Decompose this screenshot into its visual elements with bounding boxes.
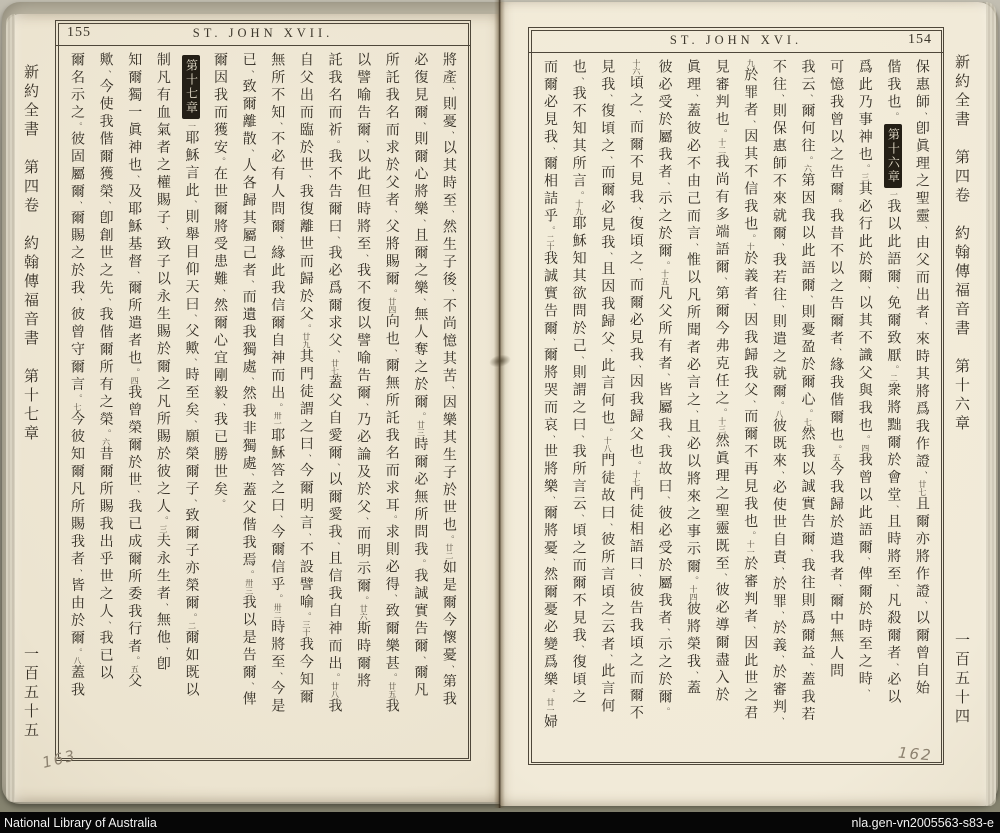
punctuation-mark: 、 bbox=[859, 688, 870, 698]
verse-number: 一 bbox=[889, 190, 899, 199]
punctuation-mark: 。 bbox=[859, 164, 870, 173]
text-column: 見審判也。十二我尚有多端語爾、第爾今弗克任之。十三然眞理之聖靈既至、彼必導爾盡入於 bbox=[713, 59, 730, 705]
page-154 bbox=[500, 2, 996, 806]
verse-number: 四 bbox=[860, 444, 870, 452]
punctuation-mark: 。 bbox=[358, 595, 369, 605]
punctuation-mark: 。 bbox=[831, 199, 842, 208]
chapter-heading-box: 第十六章 bbox=[884, 124, 902, 188]
punctuation-mark: 。 bbox=[215, 157, 226, 166]
punctuation-mark: 。 bbox=[688, 576, 699, 585]
text-column: 可憶我曾以之告爾。我昔不以之告爾者、緣我偕爾也。五今我歸於遣我者、爾中無人問 bbox=[828, 59, 845, 681]
verse-number: 卅一 bbox=[273, 411, 283, 428]
punctuation-mark: 、 bbox=[329, 462, 340, 472]
pencil-annotation-right: 162 bbox=[897, 743, 934, 765]
punctuation-mark: 、 bbox=[358, 253, 369, 263]
punctuation-mark: 。 bbox=[859, 435, 870, 444]
verse-number: 三 bbox=[860, 173, 870, 181]
punctuation-mark: 、 bbox=[630, 573, 641, 583]
punctuation-mark: 、 bbox=[157, 603, 168, 612]
punctuation-mark: 。 bbox=[888, 365, 899, 374]
punctuation-mark: 、 bbox=[773, 304, 784, 314]
punctuation-mark: 、 bbox=[243, 280, 254, 289]
punctuation-mark: 、 bbox=[100, 621, 111, 630]
punctuation-mark: 、 bbox=[773, 243, 784, 252]
text-column: 第十七章一耶穌言此、則舉目仰天曰、父歟、時至矣、願榮爾子、致爾子亦榮爾。二爾如既以 bbox=[177, 52, 205, 753]
punctuation-mark: 。 bbox=[716, 129, 727, 138]
punctuation-mark: 、 bbox=[573, 355, 584, 365]
text-column: 也、我不知其所言。十九耶穌知其欲問於己、則謂之曰、我所言云、頃之而爾不見我、復頃之 bbox=[570, 59, 587, 707]
punctuation-mark: 。 bbox=[745, 531, 756, 540]
punctuation-mark: 。 bbox=[659, 706, 670, 716]
text-column: 爲此乃事神也。三其必行此於爾、以其不識父與我也。四我曾以此語爾、俾爾於時至之時、 bbox=[856, 59, 873, 698]
punctuation-mark: 、 bbox=[443, 131, 454, 140]
punctuation-mark: 、 bbox=[100, 201, 111, 210]
text-column: 十六頃之、而爾不見我、復頃之、而爾必見我、因我歸父也。十七門徒相語曰、彼告我頃之而爾不 bbox=[627, 59, 644, 723]
text-column: 必復見爾、則爾心將樂、且爾之樂、無人奪之於爾。廿三時爾必無所問我。我誠實告爾、爾凡 bbox=[412, 52, 429, 700]
punctuation-mark: 。 bbox=[72, 394, 82, 403]
page-header-left bbox=[56, 21, 470, 46]
punctuation-mark: 、 bbox=[602, 654, 613, 663]
punctuation-mark: 、 bbox=[186, 314, 197, 323]
verse-number: 六 bbox=[803, 164, 813, 173]
punctuation-mark: 。 bbox=[443, 534, 454, 544]
punctuation-mark: 、 bbox=[300, 453, 311, 463]
printed-frame-left bbox=[55, 20, 471, 761]
punctuation-mark: 、 bbox=[573, 434, 584, 444]
verse-number: 十 bbox=[746, 242, 756, 251]
verse-number: 七 bbox=[803, 418, 813, 426]
text-column: 保惠師、卽眞理之聖靈、由父而出者、來時其將爲我作證、廿七且爾亦將作證、以爾曾自始 bbox=[913, 59, 930, 698]
page-number: 154 bbox=[908, 32, 932, 47]
punctuation-mark: 、 bbox=[272, 671, 283, 681]
verse-number: 廿一 bbox=[546, 698, 555, 714]
text-column: 見我、復頃之、而爾必見我、且因我歸父、此言何也。十八門徒故曰、彼所言頃之云者、此言何 bbox=[599, 59, 616, 716]
verse-number: 一 bbox=[187, 122, 197, 130]
punctuation-mark: 。 bbox=[802, 409, 813, 418]
punctuation-mark: 。 bbox=[272, 402, 283, 412]
punctuation-mark: 、 bbox=[745, 626, 756, 635]
verse-number: 廿七 bbox=[917, 480, 927, 496]
punctuation-mark: 、 bbox=[300, 174, 311, 184]
punctuation-mark: 、 bbox=[72, 568, 82, 578]
verse-number: 卅三 bbox=[244, 578, 254, 595]
verse-number: 十八 bbox=[603, 436, 613, 453]
punctuation-mark: 。 bbox=[157, 516, 168, 525]
verse-number: 十三 bbox=[717, 417, 727, 433]
punctuation-mark: 、 bbox=[716, 276, 727, 286]
punctuation-mark: 、 bbox=[859, 557, 870, 566]
text-column: 不往、則保惠師不來就爾、我若往、則遣之就爾。八彼既來、必使世自責、於罪、於義、於審判、 bbox=[770, 59, 787, 726]
running-title: ST. JOHN XVII. bbox=[192, 26, 334, 40]
punctuation-mark: 、 bbox=[688, 243, 699, 252]
verse-number: 四 bbox=[130, 376, 140, 385]
text-column: 將產、則憂、以其時至、然生子後、不尚憶其苦、因樂其生子於世也。廿二如是爾今懷憂、第我 bbox=[440, 52, 457, 709]
punctuation-mark: 、 bbox=[358, 402, 369, 412]
punctuation-mark: 、 bbox=[272, 122, 283, 131]
punctuation-mark: 、 bbox=[573, 513, 584, 523]
punctuation-mark: 。 bbox=[831, 444, 842, 454]
text-column: 所託我名而求於父者、父將賜爾。廿四向也、爾無所託我名而求耳。求則必得、致爾樂甚。廿五我 bbox=[383, 52, 400, 716]
punctuation-mark: 、 bbox=[72, 297, 82, 307]
punctuation-mark: 。 bbox=[545, 225, 555, 235]
margin-title-left: 新約全書 第四卷 約翰傳福音書 第十七章 bbox=[22, 64, 40, 444]
verse-number: 三十 bbox=[301, 620, 311, 637]
verse-number: 卅二 bbox=[273, 603, 283, 619]
verse-number: 十二 bbox=[717, 138, 727, 154]
verse-number: 十一 bbox=[746, 540, 756, 556]
text-column: 託我名而祈。我不告爾曰、我必爲爾求父、廿七蓋父自愛爾、以爾愛我、且信我自神而出。廿八我 bbox=[326, 52, 343, 716]
punctuation-mark: 、 bbox=[443, 87, 454, 96]
punctuation-mark: 、 bbox=[329, 236, 340, 245]
punctuation-mark: 。 bbox=[243, 569, 254, 579]
punctuation-mark: 。 bbox=[716, 408, 727, 417]
punctuation-mark: 、 bbox=[916, 111, 927, 121]
margin-page-number-right: 一百五十四 bbox=[953, 632, 971, 727]
punctuation-mark: 。 bbox=[72, 122, 82, 131]
text-column: 歟、今使我偕爾獲榮、卽創世之先、我偕爾所有之榮。六昔爾所賜我出乎世之人、我已以 bbox=[97, 52, 114, 683]
margin-title-right: 新約全書 第四卷 約翰傳福音書 第十六章 bbox=[953, 54, 971, 434]
punctuation-mark: 。 bbox=[802, 155, 813, 165]
punctuation-mark: 、 bbox=[386, 348, 397, 358]
punctuation-mark: 、 bbox=[773, 716, 784, 726]
running-title: ST. JOHN XVI. bbox=[669, 33, 803, 47]
punctuation-mark: 、 bbox=[443, 385, 454, 395]
verse-number: 八 bbox=[774, 410, 784, 418]
verse-number: 十四 bbox=[689, 585, 699, 601]
punctuation-mark: 、 bbox=[888, 583, 899, 593]
punctuation-mark: 、 bbox=[831, 584, 842, 593]
punctuation-mark: 、 bbox=[300, 532, 311, 542]
punctuation-mark: 。 bbox=[386, 515, 397, 524]
verse-number: 廿六 bbox=[359, 604, 369, 621]
punctuation-mark: 、 bbox=[358, 139, 369, 149]
punctuation-mark: 。 bbox=[329, 139, 340, 149]
punctuation-mark: 、 bbox=[888, 504, 899, 514]
punctuation-mark: 、 bbox=[243, 473, 254, 482]
punctuation-mark: 、 bbox=[545, 146, 555, 156]
printed-frame-right bbox=[528, 27, 944, 765]
punctuation-mark: 。 bbox=[773, 401, 784, 410]
punctuation-mark: 。 bbox=[415, 559, 426, 568]
punctuation-mark: 、 bbox=[831, 348, 842, 357]
page-number: 155 bbox=[67, 25, 91, 40]
verse-number: 十五 bbox=[660, 269, 670, 286]
punctuation-mark: 、 bbox=[659, 181, 670, 191]
punctuation-mark: 、 bbox=[802, 548, 813, 558]
text-column: 制凡有血氣者之權賜子、致子以永生賜於爾之凡所賜於彼之人。三夫永生者、無他、卽 bbox=[154, 52, 171, 674]
verse-number: 十六 bbox=[631, 59, 641, 75]
verse-number: 廿七 bbox=[330, 359, 340, 375]
punctuation-mark: 、 bbox=[272, 236, 283, 245]
punctuation-mark: 、 bbox=[859, 286, 870, 295]
punctuation-mark: 、 bbox=[157, 227, 168, 236]
punctuation-mark: 、 bbox=[916, 225, 927, 235]
page-155 bbox=[6, 14, 500, 802]
verse-number: 二 bbox=[889, 374, 899, 382]
margin-page-number-left: 一百五十五 bbox=[22, 646, 40, 741]
punctuation-mark: 、 bbox=[545, 338, 555, 347]
verse-number: 廿三 bbox=[416, 420, 426, 437]
library-footer-bar bbox=[0, 812, 1000, 833]
punctuation-mark: 。 bbox=[745, 233, 756, 243]
punctuation-mark: 、 bbox=[243, 682, 254, 691]
verse-number: 廿五 bbox=[387, 682, 397, 698]
punctuation-mark: 。 bbox=[300, 611, 311, 621]
text-column: 而爾必見我、爾相詰乎。二十我誠實告爾、爾將哭而哀、世將樂、爾將憂、然爾憂必變爲樂。廿一婦 bbox=[542, 59, 558, 732]
punctuation-mark: 。 bbox=[545, 689, 555, 698]
punctuation-mark: 。 bbox=[659, 260, 670, 270]
punctuation-mark: 、 bbox=[773, 655, 784, 664]
punctuation-mark: 、 bbox=[802, 295, 813, 304]
text-column: 以譬喻告爾、以此但時將至、我不復以譬喻告爾、乃必論及於父、而明示爾。廿六斯時爾將 bbox=[355, 52, 372, 691]
punctuation-mark: 、 bbox=[773, 94, 784, 103]
punctuation-mark: 、 bbox=[243, 376, 254, 386]
punctuation-mark: 、 bbox=[573, 645, 584, 654]
text-column: 無所不知、不必有人問爾、緣此我信爾自神而出。卅一耶穌答之曰、今爾信乎。卅二時將至、今是 bbox=[269, 52, 286, 716]
punctuation-mark: 。 bbox=[72, 647, 82, 657]
text-column: 已、致爾離散、人各歸其屬己者、而遺我獨處、然我非獨處、蓋父偕我焉。卅三我以是告爾、俾 bbox=[240, 52, 257, 709]
text-column: 我云、爾何往。六第因我以此語爾、則憂盈於爾心。七然我以誠實告爾、我往則爲爾益、蓋我若 bbox=[799, 59, 816, 724]
text-column: 九於罪者、因其不信我也。十於義者、因我歸我父、而爾不再見我也。十一於審判者、因此世之君 bbox=[742, 59, 759, 723]
punctuation-mark: 、 bbox=[659, 627, 670, 637]
catalogue-identifier: nla.gen-vn2005563-s83-e bbox=[851, 815, 994, 830]
punctuation-mark: 、 bbox=[415, 122, 426, 131]
scripture-text-left bbox=[63, 52, 463, 753]
punctuation-mark: 、 bbox=[157, 647, 168, 656]
punctuation-mark: 、 bbox=[415, 655, 426, 665]
punctuation-mark: 。 bbox=[386, 673, 397, 682]
punctuation-mark: 、 bbox=[916, 601, 927, 610]
verse-number: 五 bbox=[832, 453, 842, 462]
punctuation-mark: 、 bbox=[215, 288, 226, 298]
punctuation-mark: 、 bbox=[186, 498, 197, 508]
book-gutter-crease bbox=[494, 0, 505, 808]
text-column: 爾因我而獲安。在世爾將受患難、然爾心宜剛毅、我已勝世矣。 bbox=[212, 52, 229, 508]
verse-number: 十九 bbox=[574, 199, 584, 216]
punctuation-mark: 、 bbox=[329, 541, 340, 551]
punctuation-mark: 。 bbox=[386, 288, 397, 298]
punctuation-mark: 、 bbox=[186, 200, 197, 209]
punctuation-mark: 、 bbox=[602, 252, 613, 261]
punctuation-mark: 、 bbox=[745, 119, 756, 129]
punctuation-mark: 、 bbox=[545, 557, 555, 567]
text-column: 偕我也。第十六章一我以此語爾、免爾致厭。二衆將黜爾於會堂、且時將至、凡殺爾者、必以 bbox=[885, 59, 902, 707]
punctuation-mark: 、 bbox=[888, 286, 899, 295]
punctuation-mark: 、 bbox=[415, 218, 426, 228]
punctuation-mark: 。 bbox=[100, 429, 111, 438]
punctuation-mark: 。 bbox=[630, 461, 641, 470]
text-column: 自父出而臨於世、我復離世而歸於父。廿九其門徒謂之曰、今爾明言、不設譬喻。三十我今知爾 bbox=[297, 52, 314, 707]
punctuation-mark: 、 bbox=[129, 174, 140, 184]
verse-number: 八 bbox=[73, 656, 82, 665]
punctuation-mark: 、 bbox=[630, 206, 641, 216]
punctuation-mark: 、 bbox=[186, 358, 197, 367]
punctuation-mark: 、 bbox=[545, 434, 555, 444]
text-column: 眞理、蓋彼必不由己而言、惟以凡所聞者必言之、且必以將來之事示爾。十四彼將榮我、蓋 bbox=[685, 59, 702, 698]
punctuation-mark: 、 bbox=[415, 297, 426, 307]
verse-number: 廿二 bbox=[444, 543, 454, 560]
punctuation-mark: 、 bbox=[100, 297, 111, 307]
punctuation-mark: 、 bbox=[630, 364, 641, 374]
punctuation-mark: 、 bbox=[386, 209, 397, 219]
punctuation-mark: 、 bbox=[802, 94, 813, 103]
text-column: 知爾獨一眞神也、及耶穌基督、爾所遣者也。四我曾榮爾於世、我已成爾所委我行者。五父 bbox=[126, 52, 143, 691]
punctuation-mark: 、 bbox=[602, 522, 613, 532]
scripture-text-right bbox=[536, 59, 936, 757]
punctuation-mark: 。 bbox=[186, 612, 197, 622]
punctuation-mark: 、 bbox=[659, 496, 670, 505]
chapter-heading-box: 第十七章 bbox=[182, 55, 200, 119]
page-header-right bbox=[529, 28, 943, 53]
punctuation-mark: 、 bbox=[773, 567, 784, 576]
verse-number: 廿四 bbox=[387, 297, 397, 314]
pencil-annotation-left: 163 bbox=[40, 746, 79, 772]
verse-number: 七 bbox=[73, 403, 82, 411]
punctuation-mark: 、 bbox=[443, 664, 454, 674]
punctuation-mark: 、 bbox=[358, 516, 369, 526]
punctuation-mark: 、 bbox=[773, 470, 784, 480]
punctuation-mark: 、 bbox=[329, 350, 340, 359]
punctuation-mark: 、 bbox=[602, 94, 613, 103]
punctuation-mark: 、 bbox=[602, 155, 613, 165]
punctuation-mark: 、 bbox=[745, 399, 756, 409]
punctuation-mark: 、 bbox=[443, 289, 454, 298]
punctuation-mark: 。 bbox=[129, 367, 140, 377]
verse-number: 九 bbox=[746, 59, 756, 67]
punctuation-mark: 、 bbox=[888, 662, 899, 672]
punctuation-mark: 、 bbox=[688, 409, 699, 419]
punctuation-mark: 、 bbox=[545, 496, 555, 505]
punctuation-mark: 、 bbox=[573, 76, 584, 86]
punctuation-mark: 。 bbox=[215, 499, 226, 508]
punctuation-mark: 、 bbox=[659, 373, 670, 382]
punctuation-mark: 。 bbox=[888, 111, 899, 121]
punctuation-mark: 、 bbox=[72, 201, 82, 210]
punctuation-mark: 、 bbox=[916, 322, 927, 331]
punctuation-mark: 、 bbox=[630, 110, 641, 119]
verse-number: 廿八 bbox=[330, 682, 340, 698]
verse-number: 六 bbox=[101, 438, 111, 446]
library-name: National Library of Australia bbox=[4, 815, 157, 830]
punctuation-mark: 、 bbox=[386, 594, 397, 603]
punctuation-mark: 、 bbox=[602, 348, 613, 358]
verse-number: 二 bbox=[187, 621, 197, 630]
punctuation-mark: 。 bbox=[602, 427, 613, 437]
text-column: 爾名示之。彼固屬爾、爾賜之於我、彼曾守爾言。七今彼知爾凡所賜我者、皆由於爾。八蓋我 bbox=[69, 52, 85, 700]
verse-number: 廿九 bbox=[301, 332, 311, 349]
punctuation-mark: 、 bbox=[630, 268, 641, 277]
punctuation-mark: 、 bbox=[659, 434, 670, 444]
verse-number: 三 bbox=[158, 525, 168, 533]
punctuation-mark: 。 bbox=[415, 411, 426, 421]
punctuation-mark: 、 bbox=[272, 515, 283, 524]
punctuation-mark: 、 bbox=[100, 69, 111, 79]
verse-number: 五 bbox=[130, 665, 140, 673]
punctuation-mark: 、 bbox=[243, 69, 254, 79]
punctuation-mark: 、 bbox=[916, 471, 927, 480]
punctuation-mark: 、 bbox=[129, 489, 140, 499]
punctuation-mark: 、 bbox=[745, 303, 756, 312]
verse-number: 十七 bbox=[631, 470, 641, 486]
punctuation-mark: 、 bbox=[688, 671, 699, 680]
punctuation-mark: 、 bbox=[129, 271, 140, 280]
punctuation-mark: 。 bbox=[129, 656, 140, 665]
punctuation-mark: 、 bbox=[773, 611, 784, 620]
punctuation-mark: 、 bbox=[716, 573, 727, 582]
punctuation-mark: 、 bbox=[243, 148, 254, 158]
punctuation-mark: 。 bbox=[329, 673, 340, 682]
punctuation-mark: 、 bbox=[688, 94, 699, 103]
punctuation-mark: 、 bbox=[443, 210, 454, 219]
punctuation-mark: 。 bbox=[573, 190, 584, 200]
punctuation-mark: 、 bbox=[802, 662, 813, 672]
verse-number: 二十 bbox=[546, 234, 555, 251]
text-column: 彼必受於屬我者、示之於爾。十五凡父所有者、皆屬我、我故曰、彼必受於屬我者、示之於爾。 bbox=[656, 59, 673, 716]
punctuation-mark: 。 bbox=[300, 323, 311, 333]
punctuation-mark: 。 bbox=[272, 594, 283, 603]
punctuation-mark: 、 bbox=[186, 419, 197, 429]
punctuation-mark: 、 bbox=[215, 402, 226, 412]
